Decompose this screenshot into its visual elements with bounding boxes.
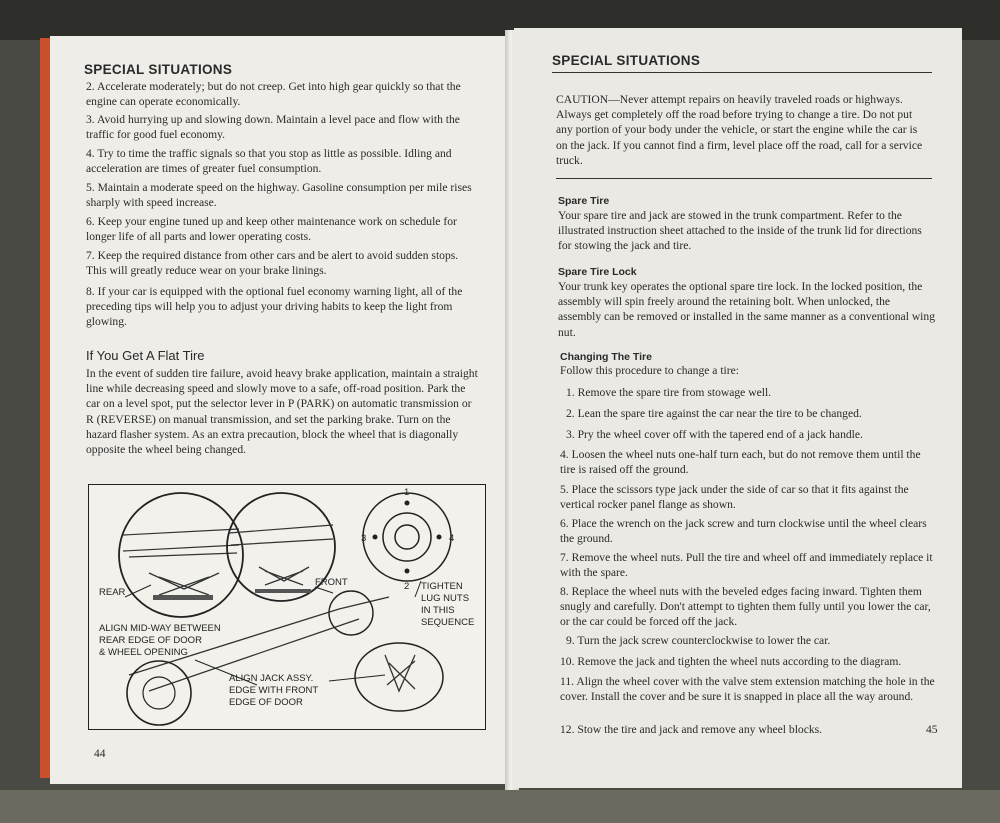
tip-7: 7. Keep the required distance from other cars and be alert to avoid sudden stops. This will greatly reduce wear on your brake linings. (86, 249, 459, 278)
step-2: 2. Lean the spare tire against the car near the tire to be changed. (566, 407, 862, 420)
tip-4: 4. Try to time the traffic signals so that you stop as little as possible. Idling and acceleration are times of greater fuel consumption. (86, 147, 452, 176)
label-tighten: TIGHTEN (421, 581, 463, 592)
label-align-jack-1: ALIGN JACK ASSY. (229, 673, 314, 684)
spare-tire-title: Spare Tire (558, 195, 610, 207)
label-sequence: SEQUENCE (421, 617, 475, 628)
jack-placement-diagram (88, 484, 486, 730)
heading-rule (552, 72, 932, 73)
spare-tire-lock-title: Spare Tire Lock (558, 266, 637, 278)
lug-number-2: 2 (404, 581, 410, 592)
right-page-heading: SPECIAL SITUATIONS (552, 53, 701, 68)
jack-diagram-illustration (89, 485, 485, 729)
step-10: 10. Remove the jack and tighten the wheel nuts according to the diagram. (560, 655, 902, 668)
backdrop-bottom (0, 790, 1000, 823)
step-6: 6. Place the wrench on the jack screw and turn clockwise until the wheel clears the ground. (560, 517, 927, 546)
tip-2: 2. Accelerate moderately; but do not creep. Get into high gear quickly so that the engine can operate economically. (86, 80, 461, 109)
label-rear: REAR (99, 587, 126, 598)
label-lug-nuts: LUG NUTS (421, 593, 470, 604)
right-page-number: 45 (926, 724, 938, 736)
left-page (50, 36, 510, 784)
lug-number-4: 4 (449, 533, 455, 544)
step-5: 5. Place the scissors type jack under the side of car so that it fits against the vertical rocker panel flange as shown. (560, 483, 909, 512)
label-align-door-1: ALIGN MID-WAY BETWEEN (99, 623, 221, 634)
tip-6: 6. Keep your engine tuned up and keep other maintenance work on schedule for longer life of all parts and lower operating costs. (86, 215, 457, 244)
spare-tire-lock-text: Your trunk key operates the optional spare tire lock. In the locked position, the assembly will spin freely around the retaining bolt. When unlocked, the assembly can be removed or installed in the same manner as a conventional wing nut. (558, 280, 936, 339)
label-in-this: IN THIS (421, 605, 455, 616)
label-align-door-3: & WHEEL OPENING (99, 647, 188, 658)
label-align-jack-3: EDGE OF DOOR (229, 697, 303, 708)
step-11: 11. Align the wheel cover with the valve stem extension matching the hole in the cover. Install the cover and be sure it is snapped in place all the way around. (560, 675, 935, 704)
right-page (514, 28, 962, 788)
tip-8: 8. If your car is equipped with the optional fuel economy warning light, all of the preceding tips will help you to adjust your driving habits to keep the light from glowing. (86, 285, 463, 329)
label-align-jack-2: EDGE WITH FRONT (229, 685, 319, 696)
changing-tire-title: Changing The Tire (560, 351, 652, 363)
front-wheel (329, 591, 373, 635)
step-7: 7. Remove the wheel nuts. Pull the tire and wheel off and immediately replace it with the spare. (560, 551, 933, 580)
step-12: 12. Stow the tire and jack and remove any wheel blocks. (560, 723, 823, 736)
lug-number-3: 3 (361, 533, 367, 544)
caution-text: CAUTION—Never attempt repairs on heavily traveled roads or highways. Always get completely off the road before trying to change a tire. Do not put any portion of your body under the vehicle, or start the engine while the car is on the jack. If you cannot find a firm, level place off the road, call for a service truck. (556, 93, 923, 167)
flat-tire-title: If You Get A Flat Tire (86, 348, 205, 363)
step-9: 9. Turn the jack screw counterclockwise to lower the car. (566, 634, 831, 647)
rear-wheel (127, 661, 191, 725)
left-page-heading: SPECIAL SITUATIONS (84, 62, 233, 77)
step-4: 4. Loosen the wheel nuts one-half turn each, but do not remove them until the tire is raised off the ground. (560, 448, 921, 477)
step-8: 8. Replace the wheel nuts with the beveled edges facing inward. Tighten them snugly and carefully. Don't attempt to tighten them fully until you lower the car, or the car could be forced off the jack. (560, 585, 931, 629)
step-3: 3. Pry the wheel cover off with the tapered end of a jack handle. (566, 428, 863, 441)
step-1: 1. Remove the spare tire from stowage well. (566, 386, 772, 399)
flat-tire-text: In the event of sudden tire failure, avoid heavy brake application, maintain a straight line while decreasing speed and slowly move to a safe, off-road position. Park the car on a level spot, put the selector lever in P (PARK) on automatic transmission or R (REVERSE) on manual transmission, and set the parking brake. Turn on the hazard flasher system. As an extra precaution, block the wheel that is diagonally opposite the wheel being changed. (86, 367, 478, 457)
tip-5: 5. Maintain a moderate speed on the highway. Gasoline consumption per mile rises sharply with speed increase. (86, 181, 472, 210)
front-jack-icon (259, 567, 309, 585)
label-front: FRONT (315, 577, 348, 588)
spare-tire-text: Your spare tire and jack are stowed in the trunk compartment. Refer to the illustrated instruction sheet attached to the inside of the trunk lid for directions for stowing the jack and tire. (558, 209, 922, 253)
lug-number-1: 1 (404, 487, 410, 498)
caution-rule (556, 178, 932, 179)
changing-tire-intro: Follow this procedure to change a tire: (560, 364, 740, 377)
left-page-number: 44 (94, 748, 106, 760)
rear-jack-icon (149, 573, 219, 595)
label-align-door-2: REAR EDGE OF DOOR (99, 635, 202, 646)
tip-3: 3. Avoid hurrying up and slowing down. Maintain a level pace and flow with the traffic for good fuel economy. (86, 113, 460, 142)
